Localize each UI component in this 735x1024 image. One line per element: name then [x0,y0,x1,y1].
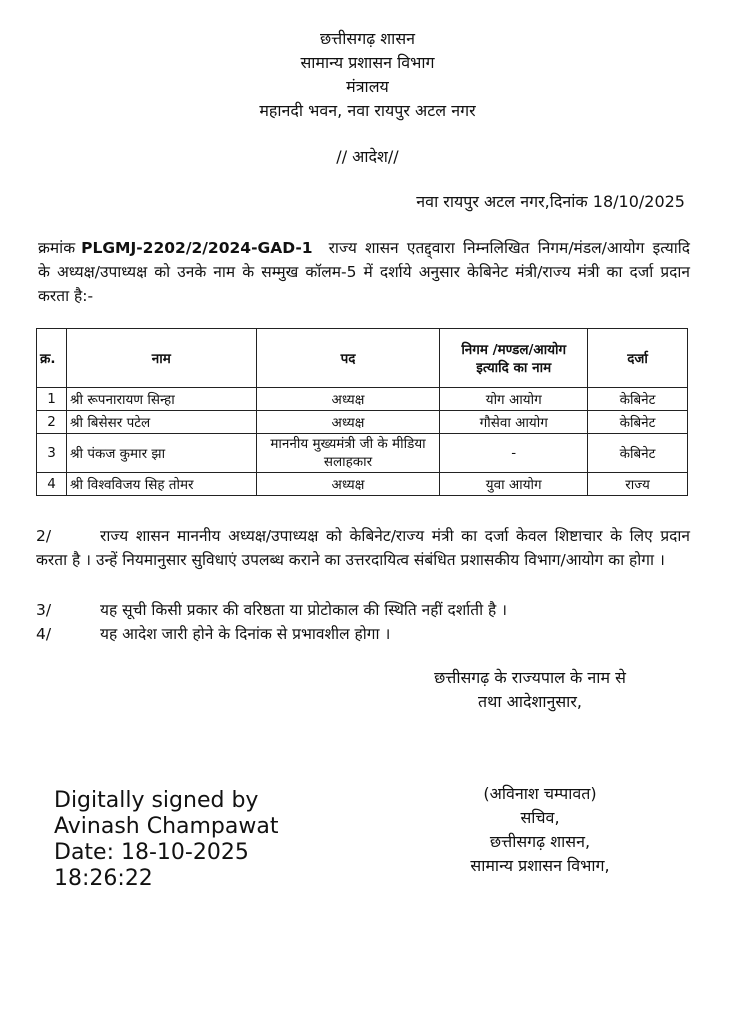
rank-cell: केबिनेट [588,434,688,473]
paragraph-number: 3/ [36,601,52,619]
signatory-org-1: छत्तीसगढ़ शासन, [489,832,591,851]
organization-cell: युवा आयोग [440,473,588,496]
authority-block [380,666,680,714]
intro-paragraph [38,236,690,308]
intro-text: राज्य शासन एतद्द्वारा निम्नलिखित निगम/मंडल/आयोग इत्यादि के अध्यक्ष/उपाध्यक्ष को उनके नाम के सम्मुख कॉलम-5 में दर्शाये अनुसार केबिनेट मंत्री/राज्य मंत्री का दर्जा प्रदान करता है:- [38,239,690,305]
paragraph-number: 2/ [36,527,52,545]
header-post: पद [256,329,440,388]
authority-line-1: छत्तीसगढ़ के राज्यपाल के नाम से [434,668,626,687]
table-row [37,473,688,496]
appointments-table [36,328,688,496]
organization-cell: - [440,434,588,473]
table-row [37,388,688,411]
serial-cell: 4 [37,473,67,496]
paragraph-number: 4/ [36,625,52,643]
serial-cell: 1 [37,388,67,411]
digsig-line-3: Date: 18-10-2025 [54,840,249,865]
order-date: नवा रायपुर अटल नगर,दिनांक 18/10/2025 [416,192,685,211]
digsig-line-4: 18:26:22 [54,866,153,891]
paragraph-3 [36,598,690,622]
rank-cell: राज्य [588,473,688,496]
order-reference-number: PLGMJ-2202/2/2024-GAD-1 [81,239,313,257]
header-address: महानदी भवन, नवा रायपुर अटल नगर [259,101,476,120]
paragraph-text: यह सूची किसी प्रकार की वरिष्ठता या प्रोटोकाल की स्थिति नहीं दर्शाती है । [100,601,508,619]
signatory-designation: सचिव, [520,808,560,827]
header-rank: दर्जा [588,329,688,388]
digital-signature [54,788,374,892]
header-serial: क्र. [37,329,67,388]
organization-cell: योग आयोग [440,388,588,411]
digsig-line-1: Digitally signed by [54,788,259,813]
paragraph-text: राज्य शासन माननीय अध्यक्ष/उपाध्यक्ष को केबिनेट/राज्य मंत्री का दर्जा केवल शिष्टाचार के लिए प्रदान करता है । उन्हें नियमानुसार सुविधाएं उपलब्ध कराने का उत्तरदायित्व संबंधित प्रशासकीय विभाग/आयोग का होगा । [36,527,690,569]
post-cell: अध्यक्ष [256,473,440,496]
rank-cell: केबिनेट [588,388,688,411]
table-header-row [37,329,688,388]
signatory-block [410,782,670,878]
digsig-line-2: Avinash Champawat [54,814,279,839]
serial-cell: 2 [37,411,67,434]
post-cell: अध्यक्ष [256,388,440,411]
paragraph-2 [36,524,690,572]
name-cell: श्री विश्वविजय सिह तोमर [66,473,256,496]
post-cell: अध्यक्ष [256,411,440,434]
paragraph-4 [36,622,690,646]
header-name: नाम [66,329,256,388]
name-cell: श्री बिसेसर पटेल [66,411,256,434]
order-title: // आदेश// [336,147,399,166]
authority-line-2: तथा आदेशानुसार, [478,692,582,711]
ref-prefix: क्रमांक [38,239,76,257]
header-government: छत्तीसगढ़ शासन [319,29,416,48]
serial-cell: 3 [37,434,67,473]
header-department: सामान्य प्रशासन विभाग [300,53,435,72]
post-cell: माननीय मुख्यमंत्री जी के मीडिया सलाहकार [256,434,440,473]
rank-cell: केबिनेट [588,411,688,434]
table-row [37,434,688,473]
header-ministry: मंत्रालय [346,77,389,96]
signatory-org-2: सामान्य प्रशासन विभाग, [470,856,610,875]
table-row [37,411,688,434]
organization-cell: गौसेवा आयोग [440,411,588,434]
signatory-name: (अविनाश चम्पावत) [483,784,597,803]
header-organization: निगम /मण्डल/आयोग इत्यादि का नाम [440,329,588,388]
paragraph-text: यह आदेश जारी होने के दिनांक से प्रभावशील होगा । [100,625,391,643]
name-cell: श्री रूपनारायण सिन्हा [66,388,256,411]
name-cell: श्री पंकज कुमार झा [66,434,256,473]
